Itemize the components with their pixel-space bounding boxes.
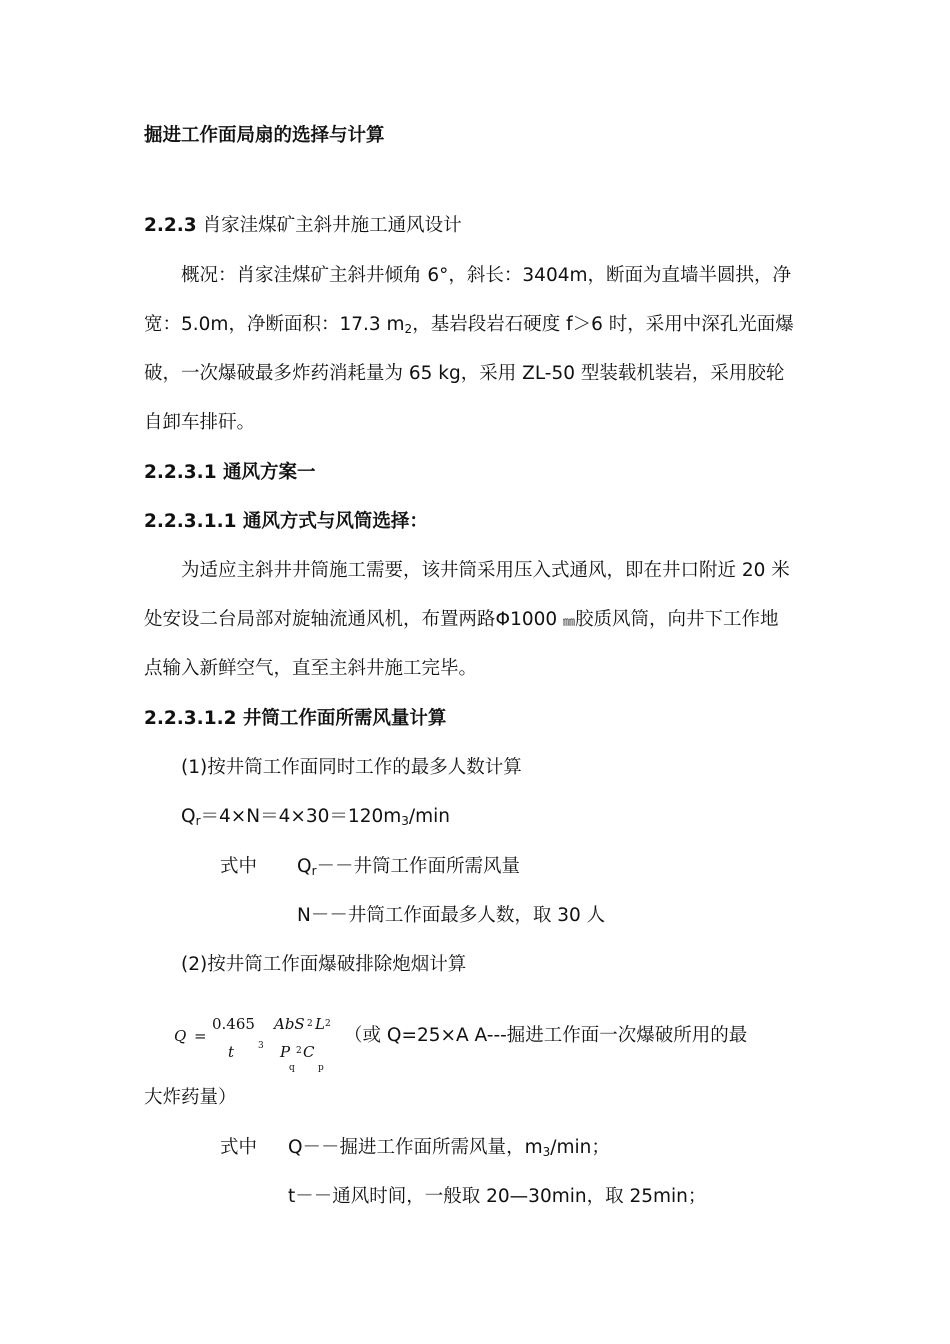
formula-q-symbol: Q <box>174 1027 187 1045</box>
definition-unit: /min； <box>550 1137 610 1158</box>
definition-text: Q－－掘进工作面所需风量，m <box>288 1137 543 1158</box>
formula-q-subscript: r <box>195 814 201 828</box>
item1-formula <box>181 805 450 833</box>
item2-heading: (2)按井筒工作面爆破排除炮烟计算 <box>181 954 467 975</box>
item1-definition-2: N－－井筒工作面最多人数，取 30 人 <box>297 905 606 926</box>
item2-where-label: 式中 <box>220 1137 258 1158</box>
formula-unit: /min <box>408 806 451 827</box>
overview-line-4: 自卸车排矸。 <box>144 412 256 433</box>
overview-line-2-part-b: ，基岩段岩石硬度 f＞6 时，采用中深孔光面爆 <box>412 314 794 335</box>
formula-q: Q <box>181 806 196 827</box>
millimeter-unit: ㎜ <box>563 614 576 628</box>
definition-symbol-subscript: r <box>311 864 317 878</box>
overview-line-2 <box>144 313 794 341</box>
definition-symbol: Q <box>297 856 312 877</box>
formula-power-2b: 2 <box>325 1019 331 1029</box>
ventilation-line-2 <box>144 608 779 633</box>
formula-p: P <box>280 1043 291 1061</box>
formula-power-2a: 2 <box>307 1019 313 1029</box>
item1-heading: (1)按井筒工作面同时工作的最多人数计算 <box>181 757 522 778</box>
formula-t: t <box>228 1043 235 1061</box>
section-heading-2-2-3-1-2: 2.2.3.1.2 井筒工作面所需风量计算 <box>144 708 447 729</box>
item2-note-line-2: 大炸药量） <box>144 1087 237 1108</box>
formula-abs: AbS <box>274 1015 305 1033</box>
item1-definition-1 <box>297 855 520 883</box>
ventilation-line-2-part-a: 处安设二台局部对旋轴流通风机，布置两路Φ1000 <box>144 609 564 630</box>
definition-text: －－井筒工作面所需风量 <box>316 856 521 877</box>
formula-c: C <box>303 1043 315 1061</box>
formula-equals: = <box>194 1027 207 1045</box>
item2-definition-2: t－－通风时间，一般取 20—30min，取 25min； <box>288 1186 707 1207</box>
overview-line-1: 概况：肖家洼煤矿主斜井倾角 6°，斜长：3404m，断面为直墙半圆拱，净 <box>181 265 792 286</box>
formula-sub-p: p <box>318 1063 324 1073</box>
area-unit-subscript: 2 <box>404 322 413 336</box>
section-heading-2-2-3 <box>144 214 462 238</box>
volume-unit-subscript: 3 <box>542 1145 551 1159</box>
formula-sub-q: q <box>289 1063 295 1073</box>
volume-unit-subscript: 3 <box>401 814 409 828</box>
formula-coefficient: 0.465 <box>212 1015 255 1033</box>
formula-power-2c: 2 <box>296 1046 302 1056</box>
page-title: 掘进工作面局扇的选择与计算 <box>144 125 385 146</box>
formula-l: L <box>315 1015 325 1033</box>
overview-line-2-part-a: 宽：5.0m，净断面积：17.3 m <box>144 314 405 335</box>
item1-where-label: 式中 <box>220 856 258 877</box>
section-heading-2-2-3-1-1: 2.2.3.1.1 通风方式与风筒选择： <box>144 511 428 532</box>
section-title: 肖家洼煤矿主斜井施工通风设计 <box>202 215 462 236</box>
overview-line-3: 破，一次爆破最多炸药消耗量为 65 kg，采用 ZL-50 型装载机装岩，采用胶轮 <box>144 363 785 384</box>
formula-power-3: 3 <box>258 1041 264 1051</box>
ventilation-line-2-part-b: 胶质风筒，向井下工作地 <box>575 609 779 630</box>
section-heading-2-2-3-1: 2.2.3.1 通风方案一 <box>144 462 316 483</box>
section-number: 2.2.3 <box>144 215 197 236</box>
item2-note-line-1: （或 Q=25×A A---掘进工作面一次爆破所用的最 <box>344 1025 748 1046</box>
formula-body: ＝4×N＝4×30＝120m <box>200 806 402 827</box>
item2-definition-1 <box>288 1136 610 1164</box>
ventilation-line-1: 为适应主斜井井筒施工需要，该井筒采用压入式通风，即在井口附近 20 米 <box>181 560 790 581</box>
ventilation-line-3: 点输入新鲜空气，直至主斜井施工完毕。 <box>144 658 478 679</box>
